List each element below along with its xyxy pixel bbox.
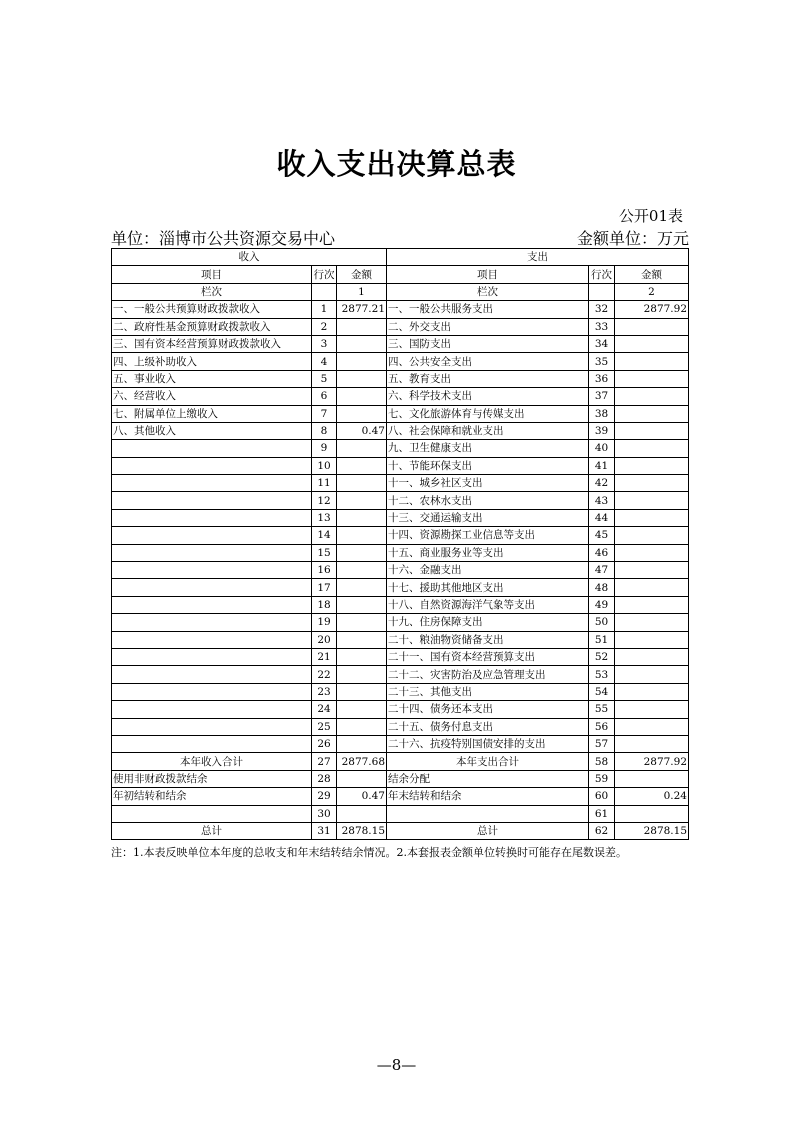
expense-amount	[615, 596, 689, 613]
income-amount	[337, 388, 387, 405]
income-amount	[337, 353, 387, 370]
expense-amount	[615, 701, 689, 718]
expense-item	[387, 805, 589, 822]
income-column-label: 栏次	[112, 283, 312, 300]
table-row	[112, 544, 689, 561]
income-col-number: 1	[337, 283, 387, 300]
expense-line-no: 60	[589, 788, 615, 805]
expense-amount	[615, 562, 689, 579]
expense-item: 二十四、债务还本支出	[387, 701, 589, 718]
income-line-no: 8	[312, 422, 337, 439]
expense-amount	[615, 335, 689, 352]
income-amount	[337, 544, 387, 561]
expense-amount	[615, 544, 689, 561]
table-row	[112, 301, 689, 318]
income-item: 五、事业收入	[112, 370, 312, 387]
expense-amount	[615, 735, 689, 752]
expense-item: 结余分配	[387, 770, 589, 787]
income-line-no: 13	[312, 509, 337, 526]
expense-item: 年末结转和结余	[387, 788, 589, 805]
table-row	[112, 318, 689, 335]
income-item	[112, 492, 312, 509]
expense-item: 二十六、抗疫特别国债安排的支出	[387, 735, 589, 752]
table-row	[112, 562, 689, 579]
income-item	[112, 701, 312, 718]
expense-line-no: 50	[589, 614, 615, 631]
expense-amount	[615, 440, 689, 457]
table-row	[112, 335, 689, 352]
expense-item: 十九、住房保障支出	[387, 614, 589, 631]
income-line-no: 6	[312, 388, 337, 405]
table-row	[112, 683, 689, 700]
income-column-label-blank	[312, 283, 337, 300]
income-amount	[337, 492, 387, 509]
income-line-no: 14	[312, 527, 337, 544]
income-item-header: 项目	[112, 266, 312, 283]
income-line-no: 16	[312, 562, 337, 579]
expense-amount: 2878.15	[615, 822, 689, 839]
table-row	[112, 492, 689, 509]
income-amount	[337, 335, 387, 352]
income-item	[112, 648, 312, 665]
income-amount	[337, 405, 387, 422]
table-row	[112, 388, 689, 405]
income-item	[112, 666, 312, 683]
income-line-no: 28	[312, 770, 337, 787]
expense-line-no: 35	[589, 353, 615, 370]
expense-line-no: 36	[589, 370, 615, 387]
income-item	[112, 509, 312, 526]
income-amount	[337, 457, 387, 474]
expense-item: 十二、农林水支出	[387, 492, 589, 509]
income-item	[112, 579, 312, 596]
income-item	[112, 544, 312, 561]
income-amount	[337, 318, 387, 335]
expense-line-no: 56	[589, 718, 615, 735]
income-line-no: 9	[312, 440, 337, 457]
income-item	[112, 596, 312, 613]
income-item	[112, 718, 312, 735]
expense-column-label-blank	[589, 283, 615, 300]
expense-item: 二十一、国有资本经营预算支出	[387, 648, 589, 665]
expense-line-no: 41	[589, 457, 615, 474]
table-row	[112, 509, 689, 526]
income-expense-table	[111, 248, 689, 840]
expense-amount	[615, 718, 689, 735]
expense-item: 二、外交支出	[387, 318, 589, 335]
expense-amount: 0.24	[615, 788, 689, 805]
expense-line-no: 53	[589, 666, 615, 683]
income-amount	[337, 701, 387, 718]
expense-item: 七、文化旅游体育与传媒支出	[387, 405, 589, 422]
income-line-no: 24	[312, 701, 337, 718]
income-amount	[337, 370, 387, 387]
table-row	[112, 475, 689, 492]
income-item: 四、上级补助收入	[112, 353, 312, 370]
table-row	[112, 579, 689, 596]
expense-item-header: 项目	[387, 266, 589, 283]
expense-item: 本年支出合计	[387, 753, 589, 770]
income-item: 本年收入合计	[112, 753, 312, 770]
income-line-no: 26	[312, 735, 337, 752]
income-amount: 0.47	[337, 788, 387, 805]
income-amount: 0.47	[337, 422, 387, 439]
expense-item: 二十、粮油物资储备支出	[387, 631, 589, 648]
income-amount	[337, 596, 387, 613]
expense-amount: 2877.92	[615, 753, 689, 770]
income-line-no: 29	[312, 788, 337, 805]
expense-item: 十、节能环保支出	[387, 457, 589, 474]
income-item: 六、经营收入	[112, 388, 312, 405]
table-row	[112, 353, 689, 370]
expense-item: 十八、自然资源海洋气象等支出	[387, 596, 589, 613]
expense-item: 十六、金融支出	[387, 562, 589, 579]
expense-line-no: 33	[589, 318, 615, 335]
page-title: 收入支出决算总表	[276, 147, 517, 181]
expense-amount: 2877.92	[615, 301, 689, 318]
income-line-no: 2	[312, 318, 337, 335]
income-item	[112, 440, 312, 457]
expense-line-no: 57	[589, 735, 615, 752]
page-number: —8—	[376, 1056, 417, 1074]
income-line-no: 30	[312, 805, 337, 822]
expense-line-no: 46	[589, 544, 615, 561]
amount-unit: 金额单位：万元	[576, 229, 689, 248]
total-row	[112, 805, 689, 822]
income-item: 总计	[112, 822, 312, 839]
income-item: 三、国有资本经营预算财政拨款收入	[112, 335, 312, 352]
table-row	[112, 457, 689, 474]
income-amount	[337, 648, 387, 665]
income-line-no: 22	[312, 666, 337, 683]
table-row	[112, 701, 689, 718]
expense-amount	[615, 422, 689, 439]
expense-amount	[615, 579, 689, 596]
income-amount	[337, 735, 387, 752]
income-amount	[337, 562, 387, 579]
income-item	[112, 683, 312, 700]
expense-amount	[615, 457, 689, 474]
expense-amount	[615, 683, 689, 700]
income-item: 二、政府性基金预算财政拨款收入	[112, 318, 312, 335]
form-code: 公开01表	[618, 207, 683, 225]
income-line-no: 10	[312, 457, 337, 474]
income-line-no: 5	[312, 370, 337, 387]
expense-amount	[615, 370, 689, 387]
income-line-no: 25	[312, 718, 337, 735]
income-line-no: 1	[312, 301, 337, 318]
expense-line-no: 54	[589, 683, 615, 700]
expense-column-label: 栏次	[387, 283, 589, 300]
expense-amount	[615, 631, 689, 648]
expense-item: 九、卫生健康支出	[387, 440, 589, 457]
total-row	[112, 822, 689, 839]
expense-line-no: 62	[589, 822, 615, 839]
income-line-no: 11	[312, 475, 337, 492]
income-amount	[337, 475, 387, 492]
income-item: 八、其他收入	[112, 422, 312, 439]
table-row	[112, 596, 689, 613]
section-header-row	[112, 249, 689, 266]
expense-amount	[615, 770, 689, 787]
income-item: 使用非财政拨款结余	[112, 770, 312, 787]
income-line-no: 27	[312, 753, 337, 770]
income-line-no: 20	[312, 631, 337, 648]
unit-label: 单位：淄博市公共资源交易中心	[111, 229, 336, 248]
expense-item: 六、科学技术支出	[387, 388, 589, 405]
total-row	[112, 788, 689, 805]
expense-item: 十四、资源勘探工业信息等支出	[387, 527, 589, 544]
expense-item: 二十二、灾害防治及应急管理支出	[387, 666, 589, 683]
expense-item: 二十五、债务付息支出	[387, 718, 589, 735]
income-line-no: 23	[312, 683, 337, 700]
expense-amount	[615, 648, 689, 665]
table-row	[112, 718, 689, 735]
income-line-no: 15	[312, 544, 337, 561]
expense-amount	[615, 492, 689, 509]
income-amount	[337, 631, 387, 648]
table-row	[112, 648, 689, 665]
income-line-header: 行次	[312, 266, 337, 283]
income-amount	[337, 770, 387, 787]
income-item: 年初结转和结余	[112, 788, 312, 805]
expense-item: 十七、援助其他地区支出	[387, 579, 589, 596]
income-line-no: 17	[312, 579, 337, 596]
income-amount	[337, 805, 387, 822]
expense-amount	[615, 509, 689, 526]
expense-line-no: 51	[589, 631, 615, 648]
income-amount	[337, 579, 387, 596]
income-line-no: 31	[312, 822, 337, 839]
income-item: 七、附属单位上缴收入	[112, 405, 312, 422]
expense-amount-header: 金额	[615, 266, 689, 283]
table-row	[112, 370, 689, 387]
income-header: 收入	[112, 249, 387, 266]
income-amount: 2877.68	[337, 753, 387, 770]
expense-line-no: 42	[589, 475, 615, 492]
expense-amount	[615, 614, 689, 631]
expense-line-no: 45	[589, 527, 615, 544]
total-row	[112, 753, 689, 770]
expense-line-no: 47	[589, 562, 615, 579]
table-row	[112, 527, 689, 544]
expense-line-no: 58	[589, 753, 615, 770]
expense-amount	[615, 666, 689, 683]
expense-amount	[615, 405, 689, 422]
table-row	[112, 422, 689, 439]
income-item: 一、一般公共预算财政拨款收入	[112, 301, 312, 318]
income-line-no: 18	[312, 596, 337, 613]
expense-line-no: 43	[589, 492, 615, 509]
expense-item: 十五、商业服务业等支出	[387, 544, 589, 561]
income-line-no: 4	[312, 353, 337, 370]
table-row	[112, 440, 689, 457]
income-amount	[337, 509, 387, 526]
income-item	[112, 614, 312, 631]
table-row	[112, 614, 689, 631]
expense-amount	[615, 318, 689, 335]
expense-item: 十一、城乡社区支出	[387, 475, 589, 492]
income-line-no: 21	[312, 648, 337, 665]
expense-line-no: 32	[589, 301, 615, 318]
income-line-no: 7	[312, 405, 337, 422]
column-label-row	[112, 283, 689, 300]
expense-line-no: 61	[589, 805, 615, 822]
expense-line-no: 34	[589, 335, 615, 352]
expense-line-no: 49	[589, 596, 615, 613]
income-amount	[337, 614, 387, 631]
expense-line-header: 行次	[589, 266, 615, 283]
expense-header: 支出	[387, 249, 689, 266]
unit-line	[111, 226, 689, 248]
income-item	[112, 457, 312, 474]
expense-line-no: 52	[589, 648, 615, 665]
income-item	[112, 805, 312, 822]
expense-amount	[615, 353, 689, 370]
income-line-no: 3	[312, 335, 337, 352]
expense-col-number: 2	[615, 283, 689, 300]
income-amount	[337, 718, 387, 735]
column-header-row	[112, 266, 689, 283]
expense-line-no: 48	[589, 579, 615, 596]
expense-amount	[615, 527, 689, 544]
expense-line-no: 38	[589, 405, 615, 422]
expense-item: 二十三、其他支出	[387, 683, 589, 700]
income-line-no: 19	[312, 614, 337, 631]
expense-line-no: 44	[589, 509, 615, 526]
income-amount	[337, 666, 387, 683]
income-item	[112, 562, 312, 579]
footnote: 注：1.本表反映单位本年度的总收支和年末结转结余情况。2.本套报表金额单位转换时可能存在尾数误差。	[111, 846, 627, 859]
income-amount	[337, 527, 387, 544]
income-item	[112, 475, 312, 492]
expense-amount	[615, 805, 689, 822]
income-line-no: 12	[312, 492, 337, 509]
expense-line-no: 39	[589, 422, 615, 439]
expense-line-no: 55	[589, 701, 615, 718]
expense-amount	[615, 475, 689, 492]
expense-amount	[615, 388, 689, 405]
expense-item: 五、教育支出	[387, 370, 589, 387]
expense-line-no: 40	[589, 440, 615, 457]
income-item	[112, 631, 312, 648]
table-row	[112, 666, 689, 683]
income-amount: 2877.21	[337, 301, 387, 318]
table-row	[112, 631, 689, 648]
total-row	[112, 770, 689, 787]
expense-item: 四、公共安全支出	[387, 353, 589, 370]
expense-line-no: 59	[589, 770, 615, 787]
income-amount: 2878.15	[337, 822, 387, 839]
income-amount	[337, 440, 387, 457]
expense-item: 八、社会保障和就业支出	[387, 422, 589, 439]
income-item	[112, 527, 312, 544]
expense-item: 十三、交通运输支出	[387, 509, 589, 526]
expense-item: 三、国防支出	[387, 335, 589, 352]
table-row	[112, 405, 689, 422]
expense-line-no: 37	[589, 388, 615, 405]
income-item	[112, 735, 312, 752]
expense-item: 一、一般公共服务支出	[387, 301, 589, 318]
table-row	[112, 735, 689, 752]
expense-item: 总计	[387, 822, 589, 839]
income-amount	[337, 683, 387, 700]
income-amount-header: 金额	[337, 266, 387, 283]
